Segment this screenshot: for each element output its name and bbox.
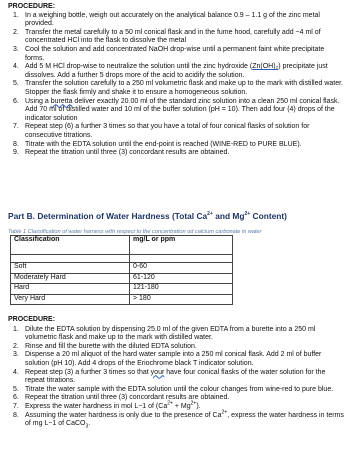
table-row: Soft 0-60 xyxy=(11,263,233,274)
procedure-section-b xyxy=(8,316,344,429)
header-classification: Classification xyxy=(11,236,130,255)
list-item: 2. Transfer the metal carefully to a 50 ml conical flask and in the fume hood, carefully add ~4 ml of concentrated HCl into the flask to dissolve the metal xyxy=(13,28,321,45)
list-item: 2. Rinse and fill the burette with the diluted EDTA solution. xyxy=(13,342,197,350)
spelling-flag: buretta xyxy=(50,97,73,105)
list-item: 9. Repeat the titration until three (3) concordant results are obtained. xyxy=(13,149,230,157)
table-header-row xyxy=(11,236,233,255)
procedure-heading: PROCEDURE: xyxy=(8,3,56,10)
procedure-list xyxy=(8,326,344,429)
list-item: 4. Add 5 M HCl drop-wise to neutralize the solution until the zinc hydroxide (Zn(OH)₂) precipitate just dissolves. Add a further 5 drops more of the acid to acidify the solution. xyxy=(13,63,328,79)
list-item: 5. Titrate the water sample with the EDTA solution until the colour changes from wine-red to pure blue. xyxy=(13,385,334,393)
formula-zn-oh2: Zn(OH)₂ xyxy=(252,63,279,71)
procedure-list xyxy=(8,12,344,158)
table-caption: Table 1 Classification of water harness with respect to the concentration od calcium carbonate in water xyxy=(8,229,262,235)
procedure-section-a xyxy=(8,3,344,158)
header-mg-l: mg/L or ppm xyxy=(130,236,233,255)
table-row: Hard 121-180 xyxy=(11,284,233,295)
list-item: 7. Repeat step (6) a further 3 times so that you have a total of four conical flasks of solution for consecutive titrations. xyxy=(13,123,310,139)
list-item: 8. Titrate with the EDTA solution until the end-point is reached (WINE-RED to PURE BLUE). xyxy=(13,140,302,148)
part-b-title: Part B. Determination of Water Hardness (Total $Ca^{2+}$ and $Mg^{2+}$ Content) xyxy=(8,211,287,221)
list-item: 3. Cool the solution and add concentrated NaOH drop-wise until a permanent faint white precipitate forms. xyxy=(13,45,325,62)
procedure-heading: PROCEDURE: xyxy=(8,316,56,323)
table-row: Moderately Hard 61-120 xyxy=(11,273,233,284)
table-row: Very Hard > 180 xyxy=(11,294,233,305)
list-item: 1. In a weighing bottle, weigh out accurately on the analytical balance 0.9 – 1.1 g of the zinc metal provided. xyxy=(13,11,320,28)
list-item: 3. Dispense a 20 ml aliquot of the hard water sample into a 250 ml conical flask. Add 2 ml of buffer solution (pH 10). Add 4 drops of the Eriochrome black T indicator solution. xyxy=(13,351,322,367)
grammar-flag: your xyxy=(150,368,165,376)
list-item: 6. Repeat the titration until three (3) concordant results are obtained. xyxy=(13,394,230,402)
list-item: 7. Express the water hardness in mol L−1 of $(Ca^{2+} + Mg^{2+})$. xyxy=(13,400,201,410)
list-item: 4. Repeat step (3) a further 3 times so that your have four conical flasks of the water solution for the repeat titrations. xyxy=(13,368,326,385)
list-item: 5. Transfer the solution carefully to a 250 ml volumetric flask and make up to the mark with distilled water. Stopper the flask firmly and shake it to ensure a homogeneous solution. xyxy=(13,80,343,96)
hardness-table xyxy=(10,235,233,305)
list-item: 6. Using a buretta deliver exactly 20.00 ml of the standard zinc solution into a clean 250 ml conical flask. Add 70 ml of distilled water and 10 ml of the buffer solution (pH = 10). Then add four (4) drops of the indicator solution xyxy=(13,97,340,122)
list-item: 1. Dilute the EDTA solution by dispensing 25.0 ml of the given EDTA from a burette into a 250 ml volumetric flask and make up to the mark with distilled water. xyxy=(13,325,316,342)
list-item: 8. Assuming the water hardness is only due to the presence of $Ca^{2+}$, express the water hardness in terms of mg L−1 of CaCO$_3$. xyxy=(13,409,344,430)
